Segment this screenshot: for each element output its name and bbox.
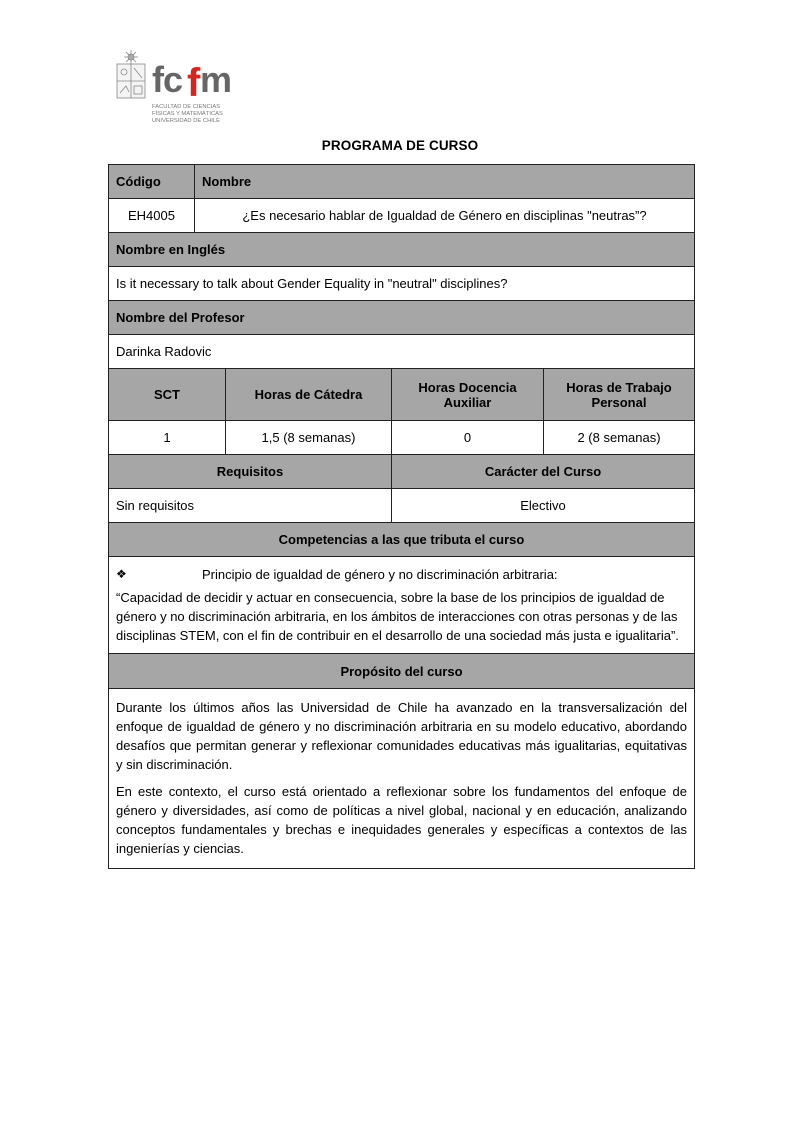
svg-text:UNIVERSIDAD DE CHILE: UNIVERSIDAD DE CHILE bbox=[152, 118, 220, 124]
course-name: ¿Es necesario hablar de Igualdad de Género en disciplinas "neutras”? bbox=[195, 199, 695, 233]
code-label: Código bbox=[109, 165, 195, 199]
lecture-hours-header: Horas de Cátedra bbox=[226, 369, 392, 421]
competency-principle: Principio de igualdad de género y no discriminación arbitraria: bbox=[202, 567, 558, 582]
english-name: Is it necessary to talk about Gender Equality in "neutral" disciplines? bbox=[109, 267, 695, 301]
lecture-hours-value: 1,5 (8 semanas) bbox=[226, 421, 392, 455]
svg-text:fc: fc bbox=[152, 59, 183, 100]
svg-text:FÍSICAS Y MATEMÁTICAS: FÍSICAS Y MATEMÁTICAS bbox=[152, 111, 223, 117]
competencies-content bbox=[109, 557, 695, 654]
sct-value: 1 bbox=[109, 421, 226, 455]
sct-header: SCT bbox=[109, 369, 226, 421]
requirements-value: Sin requisitos bbox=[109, 489, 392, 523]
svg-text:FACULTAD DE CIENCIAS: FACULTAD DE CIENCIAS bbox=[152, 104, 221, 110]
personal-hours-value: 2 (8 semanas) bbox=[544, 421, 695, 455]
competency-description: “Capacidad de decidir y actuar en consecuencia, sobre la base de los principios de igualdad de género y no discriminación arbitraria, en los ámbitos de interacciones con otras personas y de las disciplinas STEM, con el fin de contribuir en el desarrollo de una sociedad más justa e igualitaria”. bbox=[116, 590, 679, 643]
diamond-bullet-icon: ❖ bbox=[116, 567, 127, 581]
svg-text:m: m bbox=[200, 59, 233, 100]
purpose-paragraph: Durante los últimos años las Universidad de Chile ha avanzado en la transversalización del enfoque de igualdad de género y no discriminación arbitraria en su modelo educativo, abordando desafíos que permitan generar y reflexionar comunidades educativas más igualitarias, equitativas y sin discriminación. bbox=[116, 700, 687, 772]
course-code: EH4005 bbox=[109, 199, 195, 233]
svg-text:f: f bbox=[187, 61, 201, 105]
course-program-table bbox=[108, 164, 695, 869]
requirements-label: Requisitos bbox=[109, 455, 392, 489]
competency-item bbox=[116, 565, 687, 584]
purpose-paragraph: En este contexto, el curso está orientado a reflexionar sobre los fundamentos del enfoque de género y diversidades, así como de políticas a nivel global, nacional y en educación, analizando conceptos fundamentales y brechas e inequidades generales y específicas a contextos de las ingenierías y ciencias. bbox=[116, 784, 687, 856]
page-title: PROGRAMA DE CURSO bbox=[321, 138, 479, 153]
professor-name: Darinka Radovic bbox=[109, 335, 695, 369]
name-label: Nombre bbox=[195, 165, 695, 199]
auxiliary-hours-header: Horas Docencia Auxiliar bbox=[392, 369, 544, 421]
fcfm-logo bbox=[114, 48, 244, 130]
professor-label: Nombre del Profesor bbox=[109, 301, 695, 335]
character-label: Carácter del Curso bbox=[392, 455, 695, 489]
university-crest-icon bbox=[114, 48, 244, 130]
character-value: Electivo bbox=[392, 489, 695, 523]
auxiliary-hours-value: 0 bbox=[392, 421, 544, 455]
personal-hours-header: Horas de Trabajo Personal bbox=[544, 369, 695, 421]
competencies-label: Competencias a las que tributa el curso bbox=[109, 523, 695, 557]
purpose-content bbox=[109, 689, 695, 869]
english-name-label: Nombre en Inglés bbox=[109, 233, 695, 267]
purpose-label: Propósito del curso bbox=[109, 654, 695, 689]
